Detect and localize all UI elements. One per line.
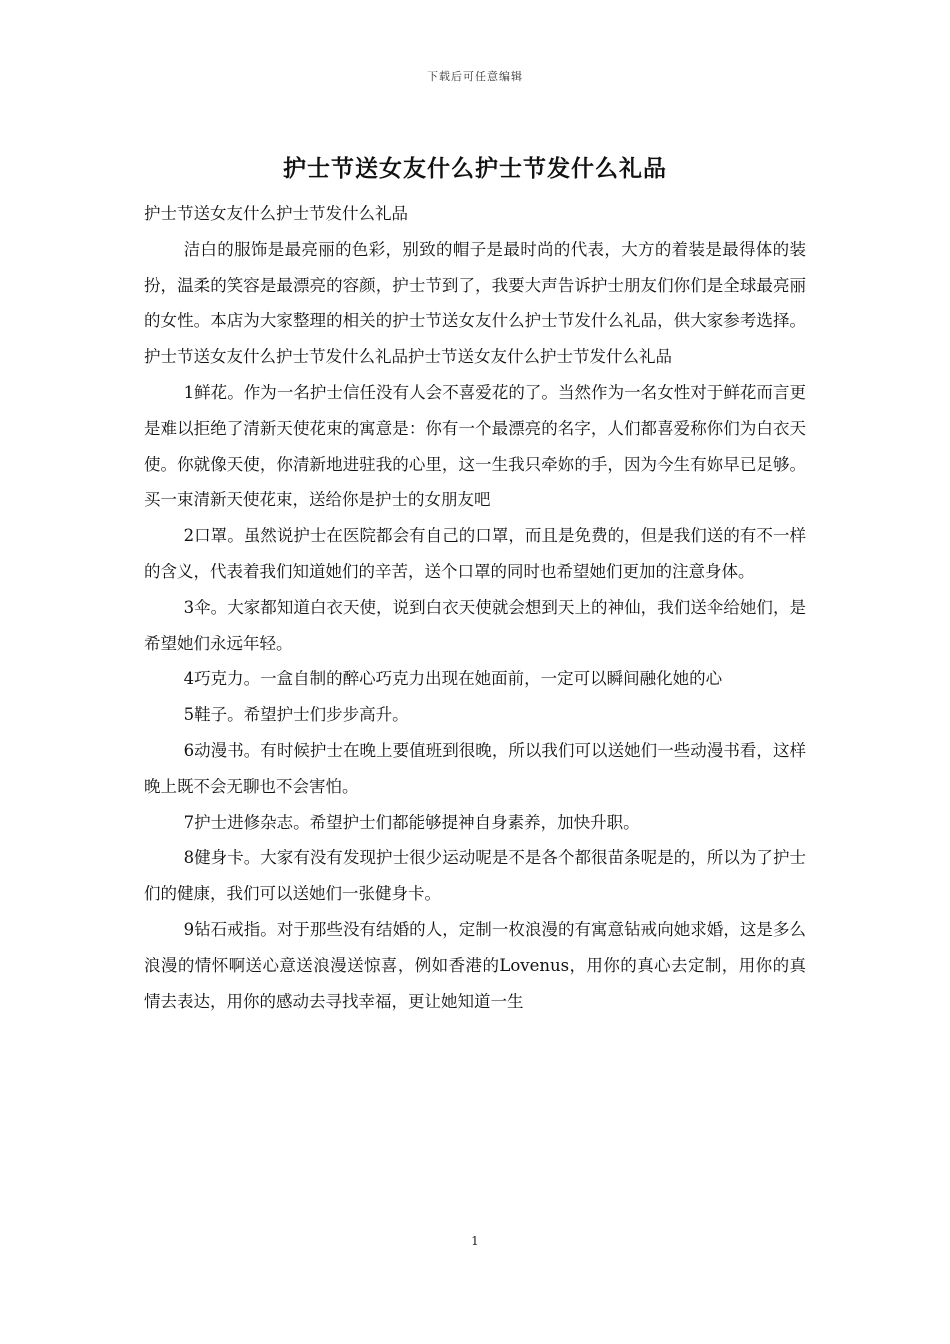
paragraph-item-7: 7护士进修杂志。希望护士们都能够提神自身素养，加快升职。 xyxy=(183,812,640,832)
page-number: 1 xyxy=(471,1234,479,1248)
document-title: 护士节送女友什么护士节发什么礼品 xyxy=(283,155,667,182)
document-body xyxy=(144,196,806,1019)
paragraph-intro: 洁白的服饰是最亮丽的色彩，别致的帽子是最时尚的代表，大方的着装是最得体的装扮，温柔的笑容是最漂亮的容颜，护士节到了，我要大声告诉护士朋友们你们是全球最亮丽的女性。本店为大家整理的相关的护士节送女友什么护士节发什么礼品，供大家参考选择。护士节送女友什么护士节发什么礼品护士节送女友什么护士节发什么礼品 xyxy=(144,239,806,367)
paragraph-item-8: 8健身卡。大家有没有发现护士很少运动呢是不是各个都很苗条呢是的，所以为了护士们的健康，我们可以送她们一张健身卡。 xyxy=(144,848,806,904)
paragraph-item-3: 3伞。大家都知道白衣天使，说到白衣天使就会想到天上的神仙，我们送伞给她们，是希望她们永远年轻。 xyxy=(144,597,806,653)
paragraph-item-5: 5鞋子。希望护士们步步高升。 xyxy=(183,705,409,725)
paragraph-item-9: 9钻石戒指。对于那些没有结婚的人，定制一枚浪漫的有寓意钻戒向她求婚，这是多么浪漫的情怀啊送心意送浪漫送惊喜，例如香港的Lovenus，用你的真心去定制，用你的真情去表达，用你的感动去寻找幸福，更让她知道一生 xyxy=(144,919,806,1011)
paragraph-item-4: 4巧克力。一盒自制的醉心巧克力出现在她面前，一定可以瞬间融化她的心 xyxy=(183,669,723,689)
paragraph-item-1: 1鲜花。作为一名护士信任没有人会不喜爱花的了。当然作为一名女性对于鲜花而言更是难以拒绝了清新天使花束的寓意是：你有一个最漂亮的名字，人们都喜爱称你们为白衣天使。你就像天使，你清新地进驻我的心里，这一生我只牵妳的手，因为今生有妳早已足够。买一束清新天使花束，送给你是护士的女朋友吧 xyxy=(144,382,806,510)
header-note: 下载后可任意编辑 xyxy=(427,70,523,83)
paragraph-item-6: 6动漫书。有时候护士在晚上要值班到很晚，所以我们可以送她们一些动漫书看，这样晚上既不会无聊也不会害怕。 xyxy=(144,740,806,796)
subtitle-line: 护士节送女友什么护士节发什么礼品 xyxy=(144,204,408,223)
paragraph-item-2: 2口罩。虽然说护士在医院都会有自己的口罩，而且是免费的，但是我们送的有不一样的含义，代表着我们知道她们的辛苦，送个口罩的同时也希望她们更加的注意身体。 xyxy=(144,526,806,581)
